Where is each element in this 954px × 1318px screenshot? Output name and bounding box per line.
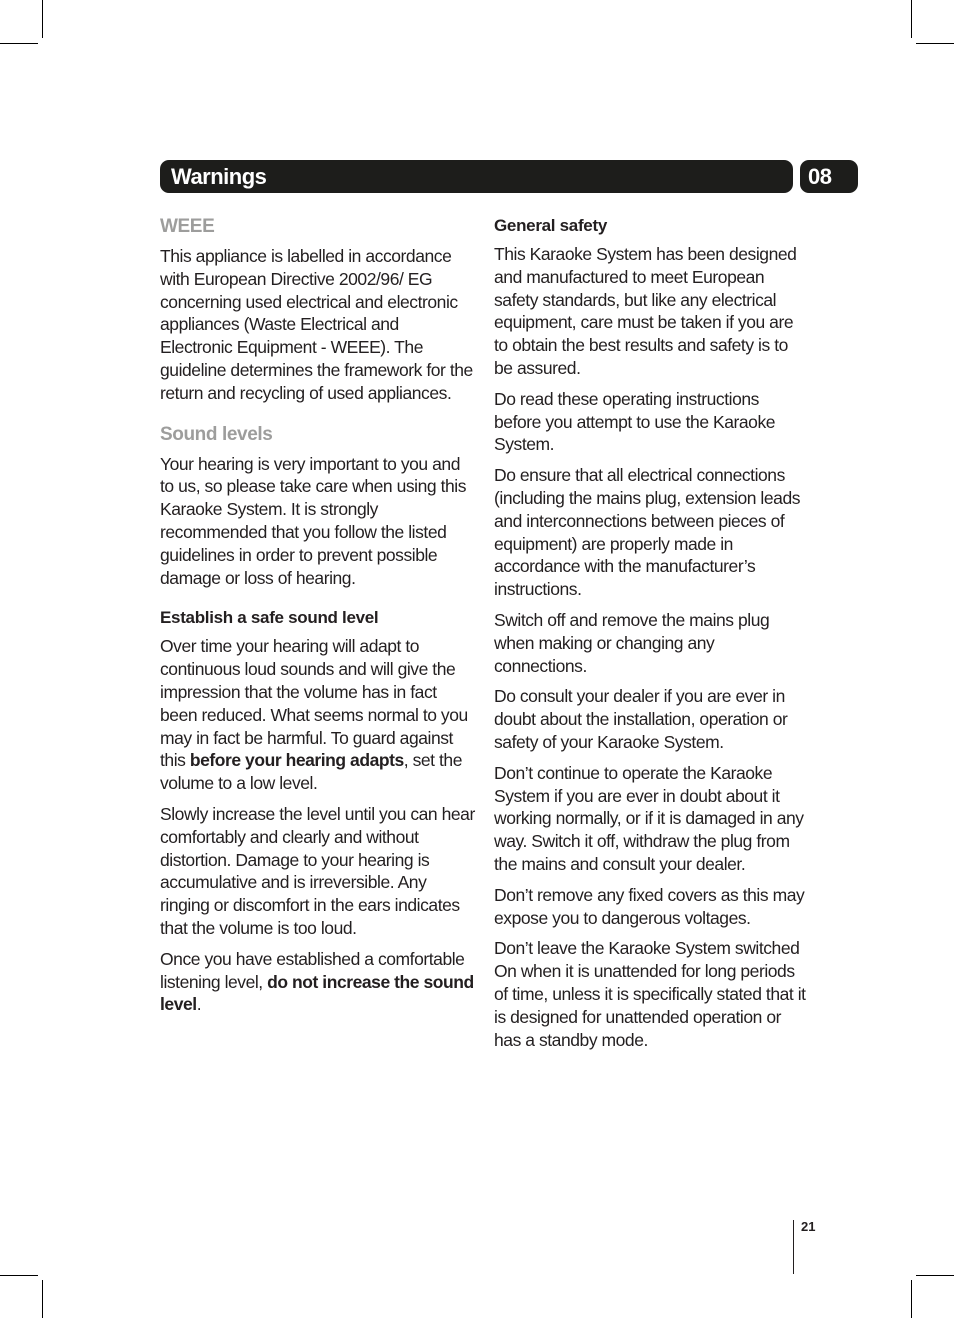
page-number: 21: [801, 1219, 816, 1234]
weee-paragraph: This appliance is labelled in accordance with European Directive 2002/96/ EG concerning used electrical and electronic appliances (Waste Electrical and Electronic Equipment - WEEE). The guideline determines the framework for the return and recycling of used appliances.: [160, 246, 473, 403]
left-column: [160, 213, 475, 1024]
establish-paragraph-1: Over time your hearing will adapt to continuous loud sounds and will give the impression that the volume has in fact been reduced. What seems normal to you may in fact be harmful. To guard against this before your hearing adapts, set the volume to a low level.: [160, 636, 468, 794]
sound-levels-paragraph: Your hearing is very important to you and to us, so please take care when using this Karaoke System. It is strongly recommended that you follow the listed guidelines in order to prevent possible damage or loss of hearing.: [160, 453, 467, 588]
crop-mark: [42, 1280, 43, 1318]
establish-heading: Establish a safe sound level: [160, 608, 379, 628]
safety-paragraph: Do read these operating instructions before you attempt to use the Karaoke System.: [494, 388, 776, 455]
sound-levels-heading: Sound levels: [160, 423, 273, 445]
safety-paragraph: Don’t continue to operate the Karaoke System if you are ever in doubt about it working normally, or if it is damaged in any way. Switch it off, withdraw the plug from the mains and consult your dealer.: [494, 762, 804, 874]
section-title: Warnings: [171, 164, 267, 189]
crop-mark: [42, 0, 43, 38]
establish-paragraph-3: Once you have established a comfortable listening level, do not increase the sound level.: [160, 948, 474, 1015]
general-safety-heading: General safety: [494, 216, 607, 235]
safety-paragraph: Do consult your dealer if you are ever in doubt about the installation, operation or safety of your Karaoke System.: [494, 686, 788, 752]
chapter-number: 08: [808, 164, 832, 189]
safety-paragraph: Do ensure that all electrical connections (including the mains plug, extension leads and interconnections between pieces of equipment) are properly made in accordance with the manufacturer’s instructions.: [494, 465, 801, 600]
crop-mark: [0, 43, 38, 44]
crop-mark: [916, 43, 954, 44]
crop-mark: [0, 1275, 38, 1276]
safety-paragraph: Don’t leave the Karaoke System switched On when it is unattended for long periods of time, unless it is specifically stated that it is designed for unattended operation or has a standby mode.: [494, 938, 806, 1050]
crop-mark: [911, 1280, 912, 1318]
right-column: [494, 213, 810, 1059]
chapter-badge: [800, 160, 858, 193]
weee-heading: WEEE: [160, 216, 215, 237]
safety-paragraph: This Karaoke System has been designed and manufactured to meet European safety standards, but like any electrical equipment, care must be taken if you are to obtain the best results and safety is to be assured.: [494, 244, 797, 378]
establish-paragraph-2: Slowly increase the level until you can hear comfortably and clearly and without distortion. Damage to your hearing is accumulative and is irreversible. Any ringing or discomfort in the ears indicates that the volume is too loud.: [160, 803, 475, 938]
page-number-rule: [793, 1220, 794, 1274]
crop-mark: [916, 1275, 954, 1276]
section-header-bar: [160, 160, 793, 193]
safety-paragraph: Switch off and remove the mains plug when making or changing any connections.: [494, 609, 770, 676]
crop-mark: [911, 0, 912, 38]
safety-paragraph: Don’t remove any fixed covers as this may expose you to dangerous voltages.: [494, 884, 805, 928]
